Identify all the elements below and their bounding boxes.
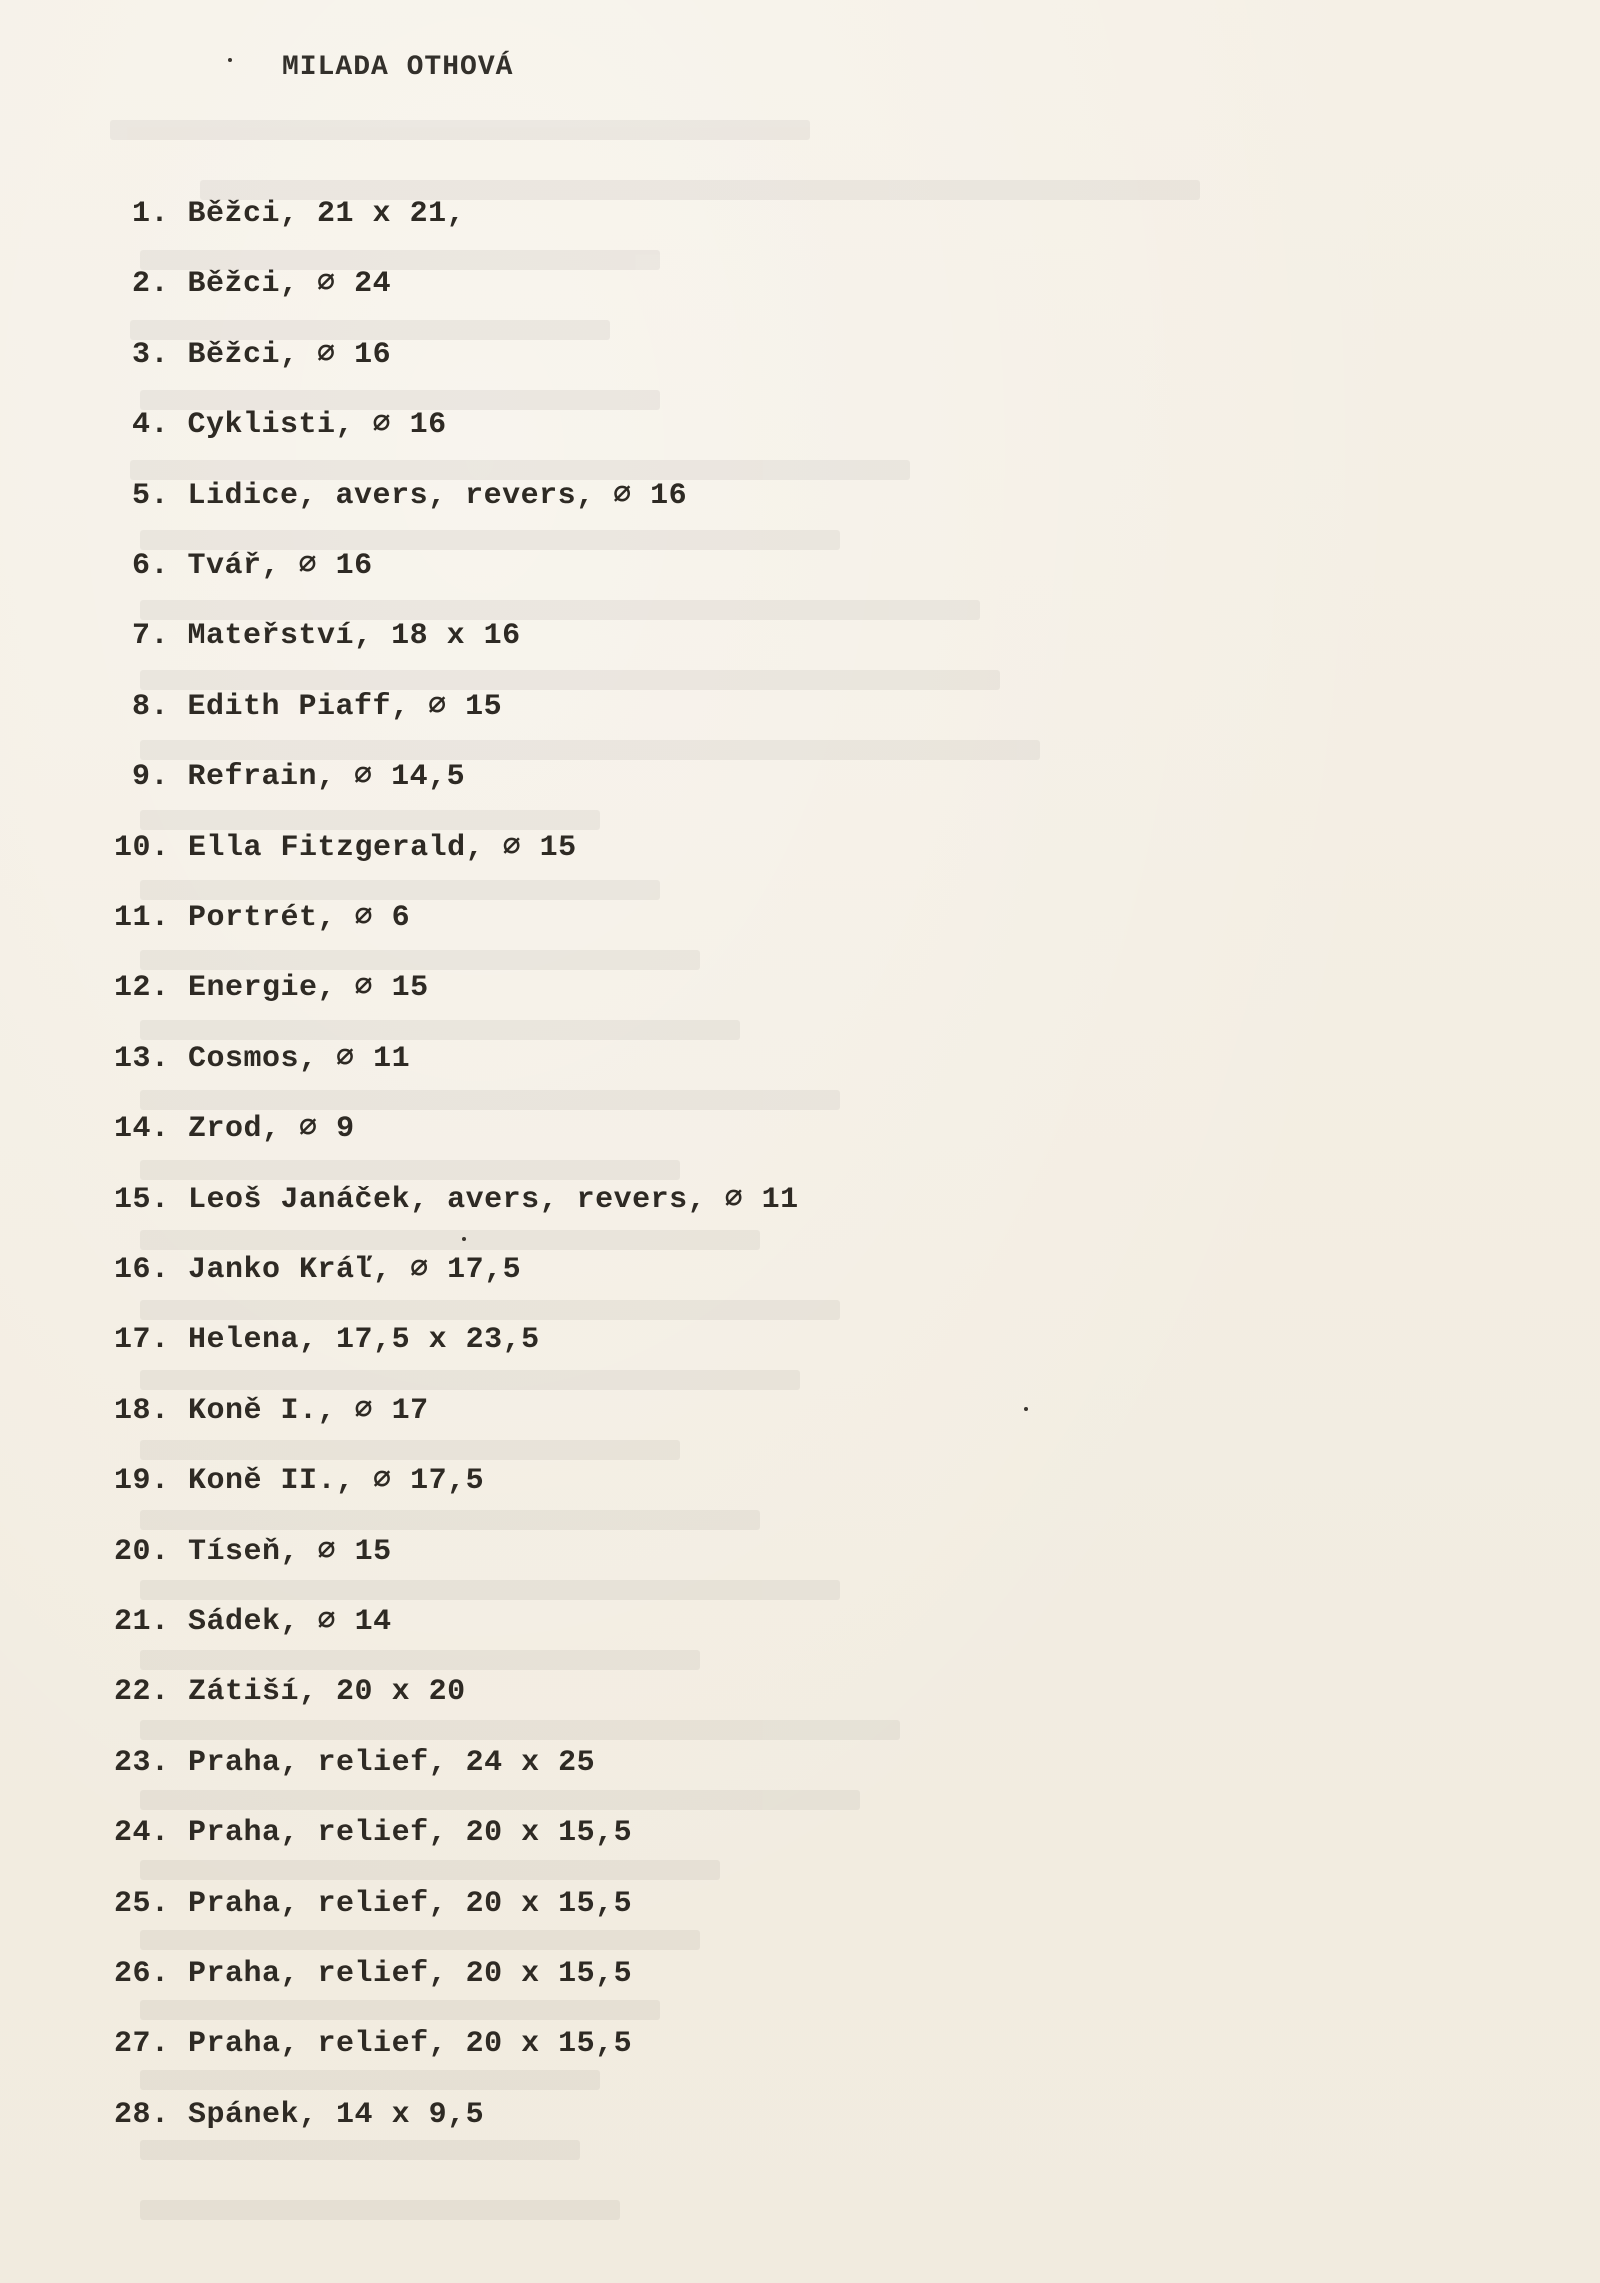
- item-text: Lidice, avers, revers, ∅ 16: [187, 478, 688, 513]
- item-number: 4.: [132, 408, 170, 443]
- list-item: [114, 1674, 466, 1710]
- item-number: 5.: [132, 478, 170, 513]
- item-text: Tíseň, ∅ 15: [188, 1534, 392, 1569]
- item-text: Běžci, ∅ 24: [187, 267, 392, 302]
- item-text: Cosmos, ∅ 11: [188, 1041, 411, 1076]
- item-number: 21.: [114, 1605, 170, 1639]
- item-text: Energie, ∅ 15: [188, 971, 429, 1006]
- item-number: 16.: [114, 1253, 170, 1287]
- page-title: MILADA OTHOVÁ: [282, 52, 514, 83]
- item-number: 26.: [114, 1957, 170, 1991]
- list-item: [132, 689, 502, 725]
- item-number: 13.: [114, 1041, 170, 1076]
- item-text: Běžci, 21 x 21,: [187, 197, 466, 231]
- list-item: [114, 1041, 410, 1077]
- item-text: Koně II., ∅ 17,5: [188, 1464, 485, 1499]
- list-item: [114, 1322, 540, 1358]
- item-text: Koně I., ∅ 17: [188, 1393, 429, 1428]
- list-item: [114, 1956, 632, 1992]
- list-item: [114, 2097, 484, 2133]
- list-item: [114, 2026, 632, 2062]
- item-text: Praha, relief, 20 x 15,5: [188, 1957, 633, 1991]
- ink-speck: [228, 58, 232, 62]
- list-item: [132, 337, 391, 373]
- list-item: [114, 1252, 521, 1288]
- item-number: 14.: [114, 1112, 170, 1147]
- ink-speck: [1024, 1407, 1028, 1411]
- item-number: 10.: [114, 830, 170, 865]
- list-item: [132, 478, 687, 514]
- item-text: Spánek, 14 x 9,5: [188, 2097, 485, 2132]
- item-number: 8.: [132, 689, 170, 724]
- item-number: 20.: [114, 1534, 170, 1569]
- item-text: Leoš Janáček, avers, revers, ∅ 11: [188, 1182, 799, 1217]
- item-text: Zátiší, 20 x 20: [188, 1675, 466, 1710]
- list-item: [114, 1111, 355, 1147]
- item-number: 9.: [132, 760, 170, 795]
- item-number: 7.: [132, 619, 170, 654]
- item-text: Refrain, ∅ 14,5: [187, 760, 466, 795]
- item-text: Praha, relief, 20 x 15,5: [188, 1816, 633, 1851]
- item-text: Tvář, ∅ 16: [187, 549, 373, 583]
- list-item: [114, 900, 410, 936]
- list-item: [114, 1393, 429, 1429]
- item-text: Praha, relief, 20 x 15,5: [188, 2027, 633, 2062]
- item-text: Cyklisti, ∅ 16: [187, 408, 447, 443]
- item-number: 22.: [114, 1675, 170, 1710]
- item-text: Ella Fitzgerald, ∅ 15: [188, 830, 577, 865]
- item-number: 11.: [114, 901, 170, 935]
- list-item: [132, 759, 465, 795]
- item-number: 27.: [114, 2027, 170, 2062]
- item-number: 28.: [114, 2097, 170, 2132]
- item-number: 18.: [114, 1393, 170, 1428]
- list-item: [114, 1815, 632, 1851]
- list-item: [114, 970, 429, 1006]
- item-text: Praha, relief, 24 x 25: [188, 1745, 596, 1780]
- list-item: [114, 830, 577, 866]
- ink-speck: [462, 1237, 466, 1241]
- item-number: 3.: [132, 337, 170, 372]
- item-text: Edith Piaff, ∅ 15: [187, 689, 503, 724]
- list-item: [114, 1534, 392, 1570]
- item-number: 2.: [132, 267, 170, 302]
- list-item: [114, 1182, 799, 1218]
- item-number: 12.: [114, 971, 170, 1006]
- list-item: [132, 548, 373, 584]
- item-number: 6.: [132, 549, 170, 583]
- item-text: Portrét, ∅ 6: [188, 901, 411, 935]
- item-number: 23.: [114, 1745, 170, 1780]
- item-text: Helena, 17,5 x 23,5: [188, 1323, 540, 1358]
- list-item: [114, 1604, 392, 1640]
- item-number: 19.: [114, 1464, 170, 1499]
- list-item: [132, 196, 465, 232]
- item-text: Janko Kráľ, ∅ 17,5: [188, 1253, 522, 1287]
- item-text: Běžci, ∅ 16: [187, 337, 392, 372]
- item-text: Mateřství, 18 x 16: [187, 619, 521, 654]
- item-number: 15.: [114, 1182, 170, 1217]
- list-item: [132, 407, 447, 443]
- list-item: [114, 1745, 595, 1781]
- item-text: Praha, relief, 20 x 15,5: [188, 1886, 633, 1921]
- list-item: [132, 618, 521, 654]
- item-number: 17.: [114, 1323, 170, 1358]
- list-item: [114, 1463, 484, 1499]
- item-text: Sádek, ∅ 14: [188, 1605, 392, 1639]
- item-number: 25.: [114, 1886, 170, 1921]
- item-text: Zrod, ∅ 9: [188, 1112, 355, 1147]
- item-number: 24.: [114, 1816, 170, 1851]
- list-item: [114, 1886, 632, 1922]
- list-item: [132, 266, 391, 302]
- item-number: 1.: [132, 197, 170, 231]
